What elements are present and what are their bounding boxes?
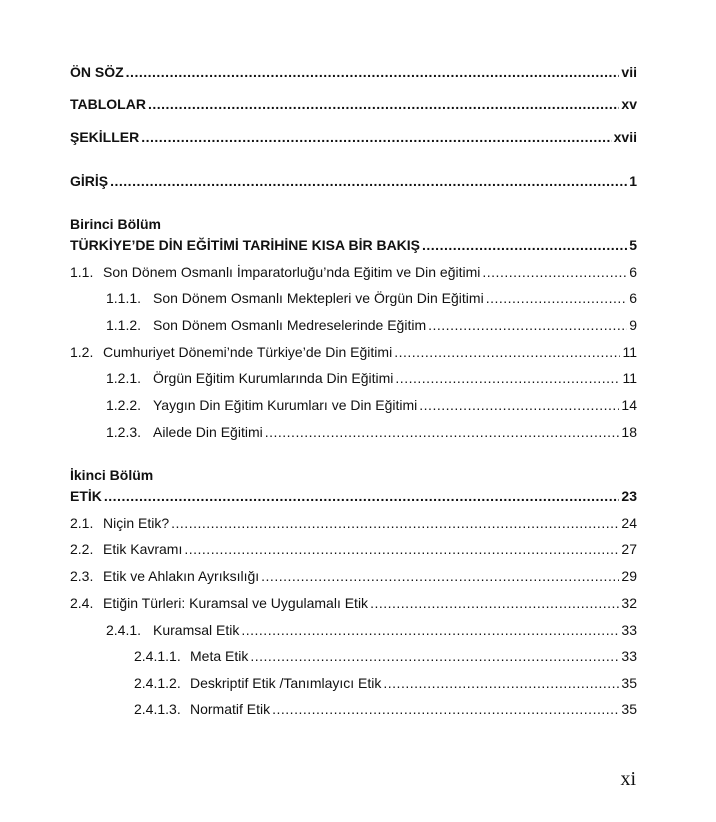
- toc-entry-label: Cumhuriyet Dönemi’nde Türkiye’de Din Eğitimi: [103, 344, 393, 360]
- toc-entry-number: 1.2.3.: [106, 424, 142, 440]
- toc-entry-2-2[interactable]: [70, 540, 637, 558]
- toc-entry-1-2-3[interactable]: [106, 423, 637, 441]
- toc-entry-label: Etiğin Türleri: Kuramsal ve Uygulamalı Etik: [103, 595, 369, 611]
- toc-entry-2-4-1-2[interactable]: [134, 674, 637, 692]
- toc-entry-label: ŞEKİLLER: [70, 129, 140, 145]
- toc-entry-page: vii: [621, 64, 637, 80]
- toc-entry-label: Ailede Din Eğitimi: [153, 424, 263, 440]
- toc-entry-page: 35: [621, 675, 637, 691]
- toc-entry-number: 2.4.1.: [106, 622, 142, 638]
- toc-entry-number: 1.2.: [70, 344, 94, 360]
- toc-entry-page: 9: [629, 317, 637, 333]
- part1-heading: Birinci Bölüm: [70, 216, 162, 232]
- toc-entry-label: Kuramsal Etik: [153, 622, 240, 638]
- toc-entry-2-1[interactable]: [70, 514, 637, 532]
- toc-entry-label: Yaygın Din Eğitim Kurumları ve Din Eğitimi: [153, 397, 418, 413]
- toc-entry-number: 2.3.: [70, 568, 94, 584]
- toc-entry-1-1-2[interactable]: [106, 316, 637, 334]
- toc-entry-number: 1.2.2.: [106, 397, 142, 413]
- toc-entry-page: 1: [629, 173, 637, 189]
- toc-entry-number: 1.1.1.: [106, 290, 142, 306]
- toc-entry-label: GİRİŞ: [70, 173, 109, 189]
- toc-entry-page: 27: [621, 541, 637, 557]
- toc-entry-1-1-1[interactable]: [106, 289, 637, 307]
- toc-entry-1-2-1[interactable]: [106, 369, 637, 387]
- toc-entry-2-4[interactable]: [70, 594, 637, 612]
- toc-entry-page: 5: [629, 237, 637, 253]
- toc-entry-1-2-2[interactable]: [106, 396, 637, 414]
- toc-entry-tablolar[interactable]: [70, 95, 637, 113]
- part2-title-entry[interactable]: [70, 487, 637, 505]
- toc-entry-page: 18: [621, 424, 637, 440]
- toc-entry-page: 11: [622, 370, 637, 386]
- toc-entry-2-4-1-1[interactable]: [134, 647, 637, 665]
- toc-entry-2-4-1[interactable]: [106, 621, 637, 639]
- toc-entry-label: Deskriptif Etik /Tanımlayıcı Etik: [190, 675, 382, 691]
- toc-entry-label: Etik Kavramı: [103, 541, 183, 557]
- toc-entry-giris[interactable]: [70, 172, 637, 190]
- toc-entry-number: 2.4.1.1.: [134, 648, 181, 664]
- toc-entry-sekiller[interactable]: [70, 128, 637, 146]
- toc-entry-label: Son Dönem Osmanlı Medreselerinde Eğitim: [153, 317, 427, 333]
- toc-entry-label: TÜRKİYE’DE DİN EĞİTİMİ TARİHİNE KISA BİR BAKIŞ: [70, 237, 421, 253]
- toc-entry-on-soz[interactable]: [70, 63, 637, 81]
- toc-entry-page: 35: [621, 701, 637, 717]
- toc-entry-number: 2.4.1.2.: [134, 675, 181, 691]
- toc-entry-2-4-1-3[interactable]: [134, 700, 637, 718]
- toc-entry-label: Niçin Etik?: [103, 515, 170, 531]
- toc-entry-page: xv: [621, 96, 637, 112]
- toc-entry-label: ÖN SÖZ: [70, 64, 124, 80]
- toc-entry-page: 29: [621, 568, 637, 584]
- toc-entry-number: 1.1.2.: [106, 317, 142, 333]
- toc-entry-label: Son Dönem Osmanlı İmparatorluğu’nda Eğitim ve Din eğitimi: [103, 264, 481, 280]
- toc-entry-number: 1.1.: [70, 264, 94, 280]
- toc-entry-page: 11: [622, 344, 637, 360]
- part2-heading: İkinci Bölüm: [70, 467, 154, 483]
- toc-entry-number: 2.2.: [70, 541, 94, 557]
- toc-entry-label: Etik ve Ahlakın Ayrıksılığı: [103, 568, 260, 584]
- toc-entry-page: 23: [621, 488, 637, 504]
- toc-entry-number: 1.2.1.: [106, 370, 142, 386]
- toc-entry-1-2[interactable]: [70, 343, 637, 361]
- toc-entry-number: 2.4.1.3.: [134, 701, 181, 717]
- toc-entry-page: 33: [621, 622, 637, 638]
- toc-entry-page: 6: [629, 264, 637, 280]
- toc-entry-label: Meta Etik: [190, 648, 249, 664]
- toc-entry-1-1[interactable]: [70, 263, 637, 281]
- toc-entry-number: 2.4.: [70, 595, 94, 611]
- toc-entry-page: xvii: [613, 129, 637, 145]
- toc-entry-label: TABLOLAR: [70, 96, 146, 112]
- toc-entry-page: 33: [621, 648, 637, 664]
- part1-title-entry[interactable]: [70, 236, 637, 254]
- toc-entry-page: 14: [621, 397, 637, 413]
- toc-entry-label: Son Dönem Osmanlı Mektepleri ve Örgün Din Eğitimi: [153, 290, 484, 306]
- page-number: xi: [620, 768, 636, 790]
- toc-entry-label: ETİK: [70, 488, 102, 504]
- toc-entry-number: 2.1.: [70, 515, 94, 531]
- toc-entry-2-3[interactable]: [70, 567, 637, 585]
- toc-entry-page: 24: [621, 515, 637, 531]
- toc-entry-page: 32: [621, 595, 637, 611]
- toc-entry-label: Örgün Eğitim Kurumlarında Din Eğitimi: [153, 370, 394, 386]
- toc-entry-label: Normatif Etik: [190, 701, 271, 717]
- toc-entry-page: 6: [629, 290, 637, 306]
